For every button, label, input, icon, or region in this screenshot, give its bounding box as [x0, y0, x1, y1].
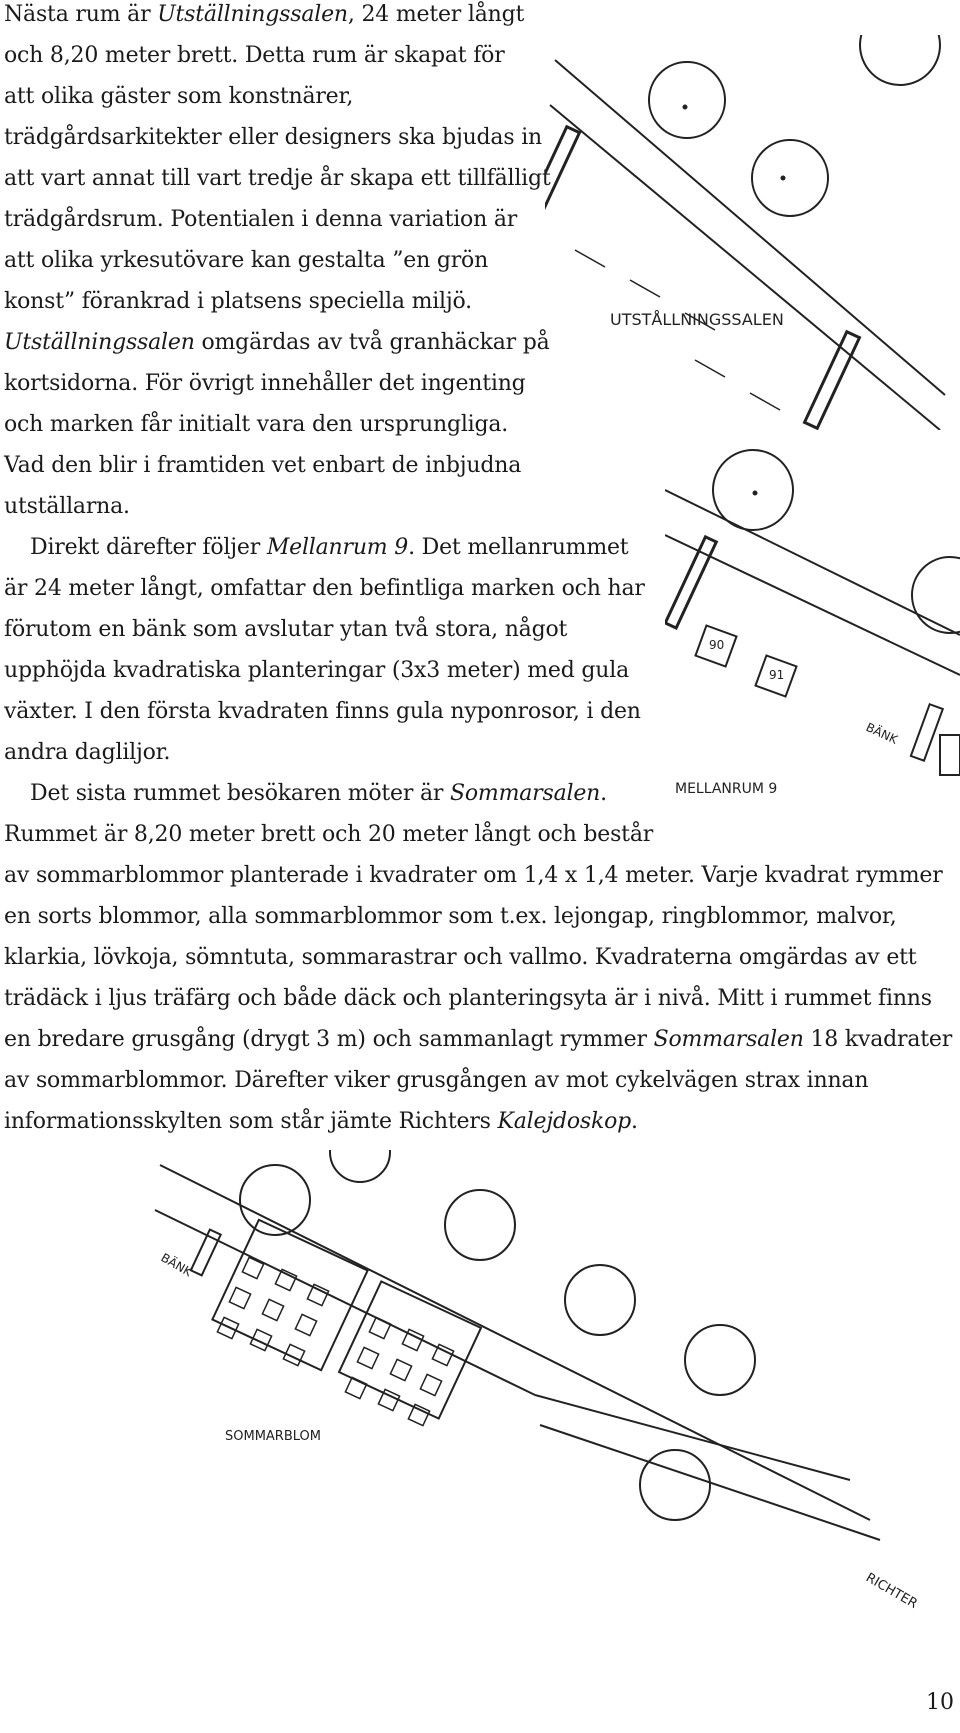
hedge	[805, 332, 860, 429]
text-line: utställarna.	[4, 494, 130, 519]
tree-dot	[683, 105, 688, 110]
label-bank: BÄNK	[863, 720, 900, 747]
text-line: förutom en bänk som avslutar ytan två stora, något	[4, 617, 568, 642]
text-line: Det sista rummet besökaren möter är Sommarsalen.	[30, 781, 607, 806]
paragraph-sommarsalen	[4, 773, 952, 1142]
text-line: en sorts blommor, alla sommarblommor som t.ex. lejongap, ringblommor, malvor,	[4, 904, 897, 929]
text-line: en bredare grusgång (drygt 3 m) och sammanlagt rymmer Sommarsalen 18 kvadrater	[4, 1027, 953, 1052]
flower-square	[262, 1299, 283, 1320]
tree-circle	[330, 1150, 390, 1182]
flower-square	[390, 1359, 411, 1380]
text-line: trädgårdsarkitekter eller designers ska bjudas in	[4, 125, 543, 150]
label-planter-91: 91	[769, 668, 785, 682]
tree-circle	[912, 557, 960, 633]
text-line: och 8,20 meter brett. Detta rum är skapat för	[4, 43, 505, 68]
text-line: är 24 meter långt, omfattar den befintliga marken och har	[4, 576, 645, 601]
hedge	[545, 127, 579, 224]
text-line: andra dagliljor.	[4, 740, 171, 765]
tree-circle	[565, 1265, 635, 1335]
text-line: av sommarblommor. Därefter viker grusgången av mot cykelvägen strax innan	[4, 1068, 869, 1093]
label-richter: RICHTER	[863, 1570, 920, 1612]
tree-dot	[781, 176, 786, 181]
tree-circle	[240, 1165, 310, 1235]
tree-circle	[713, 450, 793, 530]
sketch-utstallningssalen	[545, 35, 960, 430]
tree-circle	[640, 1450, 710, 1520]
sketch-path-edge	[550, 105, 940, 430]
dashed-line	[695, 360, 780, 410]
text-line: och marken får initialt vara den ursprungliga.	[4, 412, 509, 437]
flower-square	[408, 1404, 429, 1425]
text-line: klarkia, lövkoja, sömntuta, sommarastrar och vallmo. Kvadraterna omgärdas av ett	[4, 945, 917, 970]
text-line: Nästa rum är Utställningssalen, 24 meter långt	[4, 2, 525, 27]
text-line: att olika yrkesutövare kan gestalta ”en grön	[4, 248, 489, 273]
tree-circle	[649, 62, 725, 138]
flower-square	[295, 1314, 316, 1335]
paragraph-utstallningssalen	[4, 0, 551, 527]
tree-circle	[445, 1190, 515, 1260]
text-line: Direkt därefter följer Mellanrum 9. Det mellanrummet	[30, 535, 629, 560]
flower-square	[250, 1329, 271, 1350]
bench	[911, 704, 943, 760]
text-line: att olika gäster som konstnärer,	[4, 84, 354, 109]
flower-square	[229, 1287, 250, 1308]
flower-square	[420, 1374, 441, 1395]
sketch-mellanrum	[665, 435, 960, 815]
sketch-path-edge	[155, 1210, 535, 1395]
label-sommarblom: SOMMARBLOM	[225, 1429, 321, 1444]
text-line: informationsskylten som står jämte Richters Kalejdoskop.	[4, 1109, 638, 1134]
tree-circle	[752, 140, 828, 216]
sketch-path-edge	[555, 60, 945, 395]
text-line: Rummet är 8,20 meter brett och 20 meter långt och består	[4, 822, 654, 847]
flower-square	[275, 1269, 296, 1290]
text-line: upphöjda kvadratiska planteringar (3x3 meter) med gula	[4, 658, 630, 683]
text-line: konst” förankrad i platsens speciella miljö.	[4, 289, 472, 314]
text-line: växter. I den första kvadraten finns gula nyponrosor, i den	[4, 699, 641, 724]
flower-square	[307, 1284, 328, 1305]
label-mellanrum: MELLANRUM 9	[675, 781, 778, 797]
label-bank-2: BÄNK	[158, 1250, 195, 1280]
tree-circle	[860, 35, 940, 85]
page-number: 10	[926, 1690, 954, 1715]
hedge	[665, 537, 716, 628]
sketch-sommarsalen	[150, 1150, 950, 1630]
label-utstallningssalen: UTSTÅLLNINGSSALEN	[610, 310, 784, 329]
flower-square	[217, 1317, 238, 1338]
text-line: kortsidorna. För övrigt innehåller det ingenting	[4, 371, 526, 396]
planter-deck	[212, 1220, 367, 1370]
bench	[191, 1230, 221, 1276]
text-line: att vart annat till vart tredje år skapa ett tillfälligt	[4, 166, 551, 191]
text-line: Utställningssalen omgärdas av två granhäckar på	[4, 330, 550, 355]
text-line: trädgårdsrum. Potentialen i denna variation är	[4, 207, 518, 232]
flower-square	[357, 1347, 378, 1368]
planter-square	[940, 735, 960, 775]
tree-dot	[753, 491, 758, 496]
label-planter-90: 90	[709, 638, 725, 652]
text-line: Vad den blir i framtiden vet enbart de inbjudna	[4, 453, 522, 478]
text-line: trädäck i ljus träfärg och både däck och planteringsyta är i nivå. Mitt i rummet finns	[4, 986, 932, 1011]
sketch-path-edge	[535, 1395, 850, 1480]
text-line: av sommarblommor planterade i kvadrater om 1,4 x 1,4 meter. Varje kvadrat rymmer	[4, 863, 943, 888]
paragraph-mellanrum	[4, 527, 645, 773]
tree-circle	[685, 1325, 755, 1395]
